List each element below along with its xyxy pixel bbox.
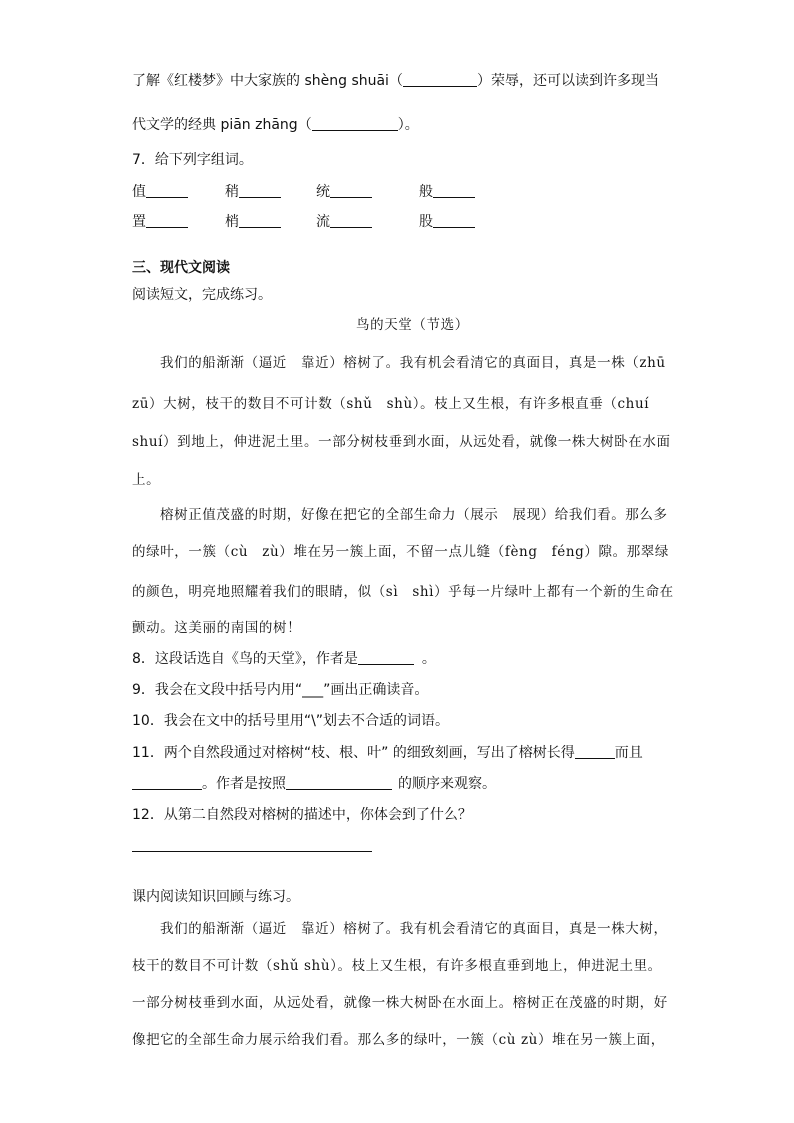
passage-line: 我们的船渐渐（逼近 靠近）榕树了。我有机会看清它的真面目，真是一株（zhū	[160, 355, 666, 371]
answer-blank[interactable]	[358, 650, 414, 665]
answer-blank[interactable]	[146, 183, 188, 198]
answer-blank[interactable]	[146, 213, 188, 228]
review-line: 像把它的全部生命力展示给我们看。那么多的绿叶，一簇（cù zù）堆在另一簇上面，	[132, 1032, 665, 1048]
answer-blank[interactable]	[330, 213, 372, 228]
passage-line: 的绿叶，一簇（cù zù）堆在另一簇上面，不留一点儿缝（fèng féng）隙。那翠绿	[132, 544, 670, 560]
answer-blank[interactable]	[239, 183, 281, 198]
q12: 12．从第二自然段对榕树的描述中，你体会到了什么？	[132, 807, 472, 823]
q11-line-1	[132, 744, 643, 762]
q11-text-d: 的顺序来观察。	[398, 776, 496, 792]
passage-line: 上。	[132, 472, 161, 488]
q7-label: 7．给下列字组词。	[132, 152, 253, 168]
q8	[132, 650, 436, 668]
top-line-1	[132, 72, 659, 90]
q7-item	[419, 183, 475, 201]
q7-item	[419, 213, 475, 231]
answer-blank[interactable]	[330, 183, 372, 198]
passage-line: 的颜色，明亮地照耀着我们的眼睛，似（sì shì）乎每一片绿叶上都有一个新的生命在	[132, 584, 674, 600]
answer-blank[interactable]	[403, 72, 477, 87]
passage-line: shuí）到地上，伸进泥土里。一部分树枝垂到水面，从远处看，就像一株大树卧在水面	[132, 434, 671, 450]
q7-char: 流	[316, 214, 330, 230]
review-line: 一部分树枝垂到水面，从远处看，就像一株大树卧在水面上。榕树正在茂盛的时期，好	[132, 995, 668, 1011]
review-line: 我们的船渐渐（逼近 靠近）榕树了。我有机会看清它的真面目，真是一株大树，	[160, 921, 668, 937]
answer-blank[interactable]	[433, 183, 475, 198]
q7-char: 置	[132, 214, 146, 230]
answer-blank[interactable]	[312, 116, 398, 131]
review-intro: 课内阅读知识回顾与练习。	[132, 889, 300, 905]
q7-item	[225, 183, 281, 201]
q9: 9．我会在文段中括号内用“___”画出正确读音。	[132, 682, 429, 698]
review-line: 枝干的数目不可计数（shǔ shù）。枝上又生根，有许多根直垂到地上，伸进泥土里。	[132, 958, 662, 974]
answer-blank[interactable]	[575, 744, 615, 759]
q7-char: 值	[132, 184, 146, 200]
top-line-2-text-a: 代文学的经典 piān zhāng（	[132, 117, 312, 133]
section-heading: 三、现代文阅读	[132, 260, 230, 276]
passage-line: zū）大树，枝干的数目不可计数（shǔ shù）。枝上又生根，有许多根直垂（chuí	[132, 396, 650, 412]
q7-item	[225, 213, 281, 231]
q7-item	[132, 213, 188, 231]
q7-char: 股	[419, 214, 433, 230]
answer-blank[interactable]	[433, 213, 475, 228]
answer-blank[interactable]	[132, 775, 202, 790]
q11-text-a: 11．两个自然段通过对榕树“枝、根、叶” 的细致刻画，写出了榕树长得	[132, 745, 575, 761]
passage-line: 颤动。这美丽的南国的树！	[132, 620, 302, 636]
q12-answer-line[interactable]	[132, 851, 372, 852]
q7-char: 稍	[225, 184, 239, 200]
top-line-2	[132, 116, 419, 134]
q7-item	[132, 183, 188, 201]
q7-char: 统	[316, 184, 330, 200]
q11-text-c: 。作者是按照	[202, 776, 286, 792]
top-line-2-text-b: ）。	[397, 117, 419, 133]
top-line-1-text-b: ）荣辱，还可以读到许多现当	[476, 73, 659, 89]
answer-blank[interactable]	[286, 775, 392, 790]
q8-text-a: 8．这段话选自《鸟的天堂》，作者是	[132, 651, 358, 667]
q7-item	[316, 183, 372, 201]
q8-text-b: 。	[421, 651, 436, 667]
q11-text-b: 而且	[614, 745, 643, 761]
q7-char: 般	[419, 184, 433, 200]
passage-title: 鸟的天堂（节选）	[356, 317, 469, 333]
q7-item	[316, 213, 372, 231]
q11-line-2	[132, 775, 496, 793]
top-line-1-text-a: 了解《红楼梦》中大家族的 shèng shuāi（	[132, 73, 403, 89]
section-intro: 阅读短文，完成练习。	[132, 287, 272, 303]
q10: 10．我会在文中的括号里用“\”划去不合适的词语。	[132, 713, 450, 729]
answer-blank[interactable]	[239, 213, 281, 228]
q7-char: 梢	[225, 214, 239, 230]
passage-line: 榕树正值茂盛的时期，好像在把它的全部生命力（展示 展现）给我们看。那么多	[160, 507, 668, 523]
